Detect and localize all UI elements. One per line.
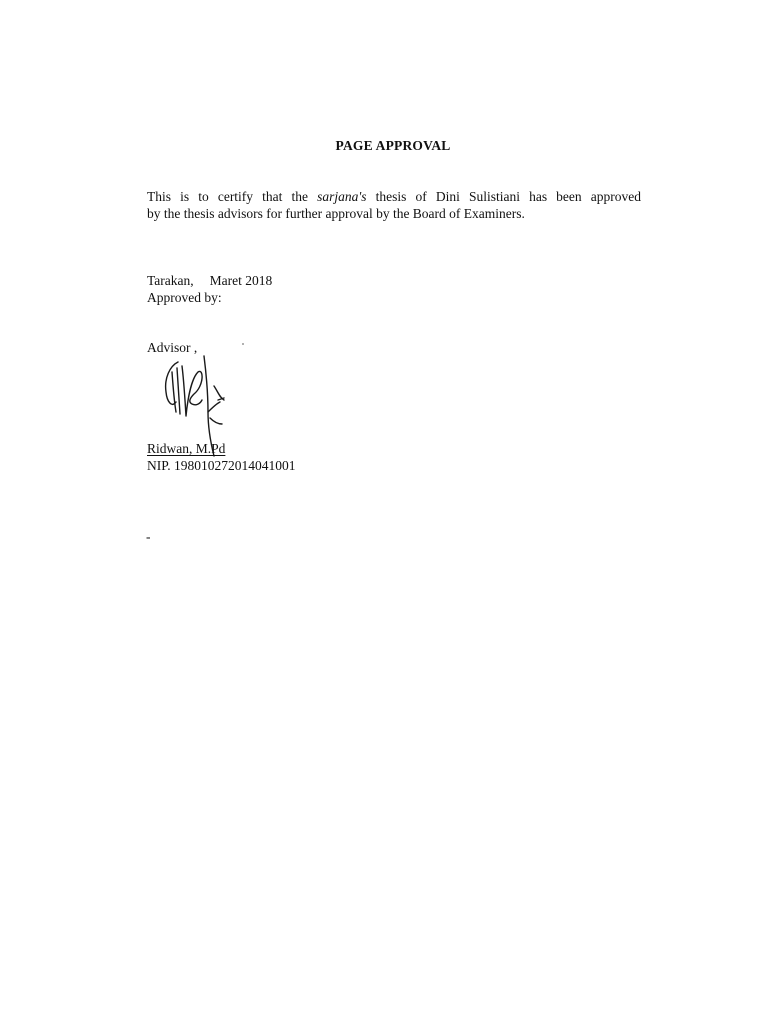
certification-line-1-start: This is to certify that the xyxy=(147,189,318,204)
approved-by-label: Approved by: xyxy=(147,290,222,305)
page-title: PAGE APPROVAL xyxy=(335,138,451,153)
certification-line-1 xyxy=(147,188,641,205)
place-date-line xyxy=(147,272,272,289)
advisor-nip: NIP. 198010272014041001 xyxy=(147,458,296,473)
trailing-mark: - xyxy=(146,529,151,544)
advisor-name: Ridwan, M.Pd xyxy=(147,441,226,456)
sarjana-term: sarjana's xyxy=(317,189,367,204)
certification-line-1-end: thesis of Dini Sulistiani has been approved xyxy=(366,189,642,204)
certification-paragraph xyxy=(147,188,647,222)
date: Maret 2018 xyxy=(209,273,273,288)
advisor-label: Advisor , xyxy=(147,340,198,355)
certification-line-2: by the thesis advisors for further approval by the Board of Examiners. xyxy=(147,206,525,221)
place: Tarakan, xyxy=(147,273,194,288)
scan-speck xyxy=(242,343,244,345)
